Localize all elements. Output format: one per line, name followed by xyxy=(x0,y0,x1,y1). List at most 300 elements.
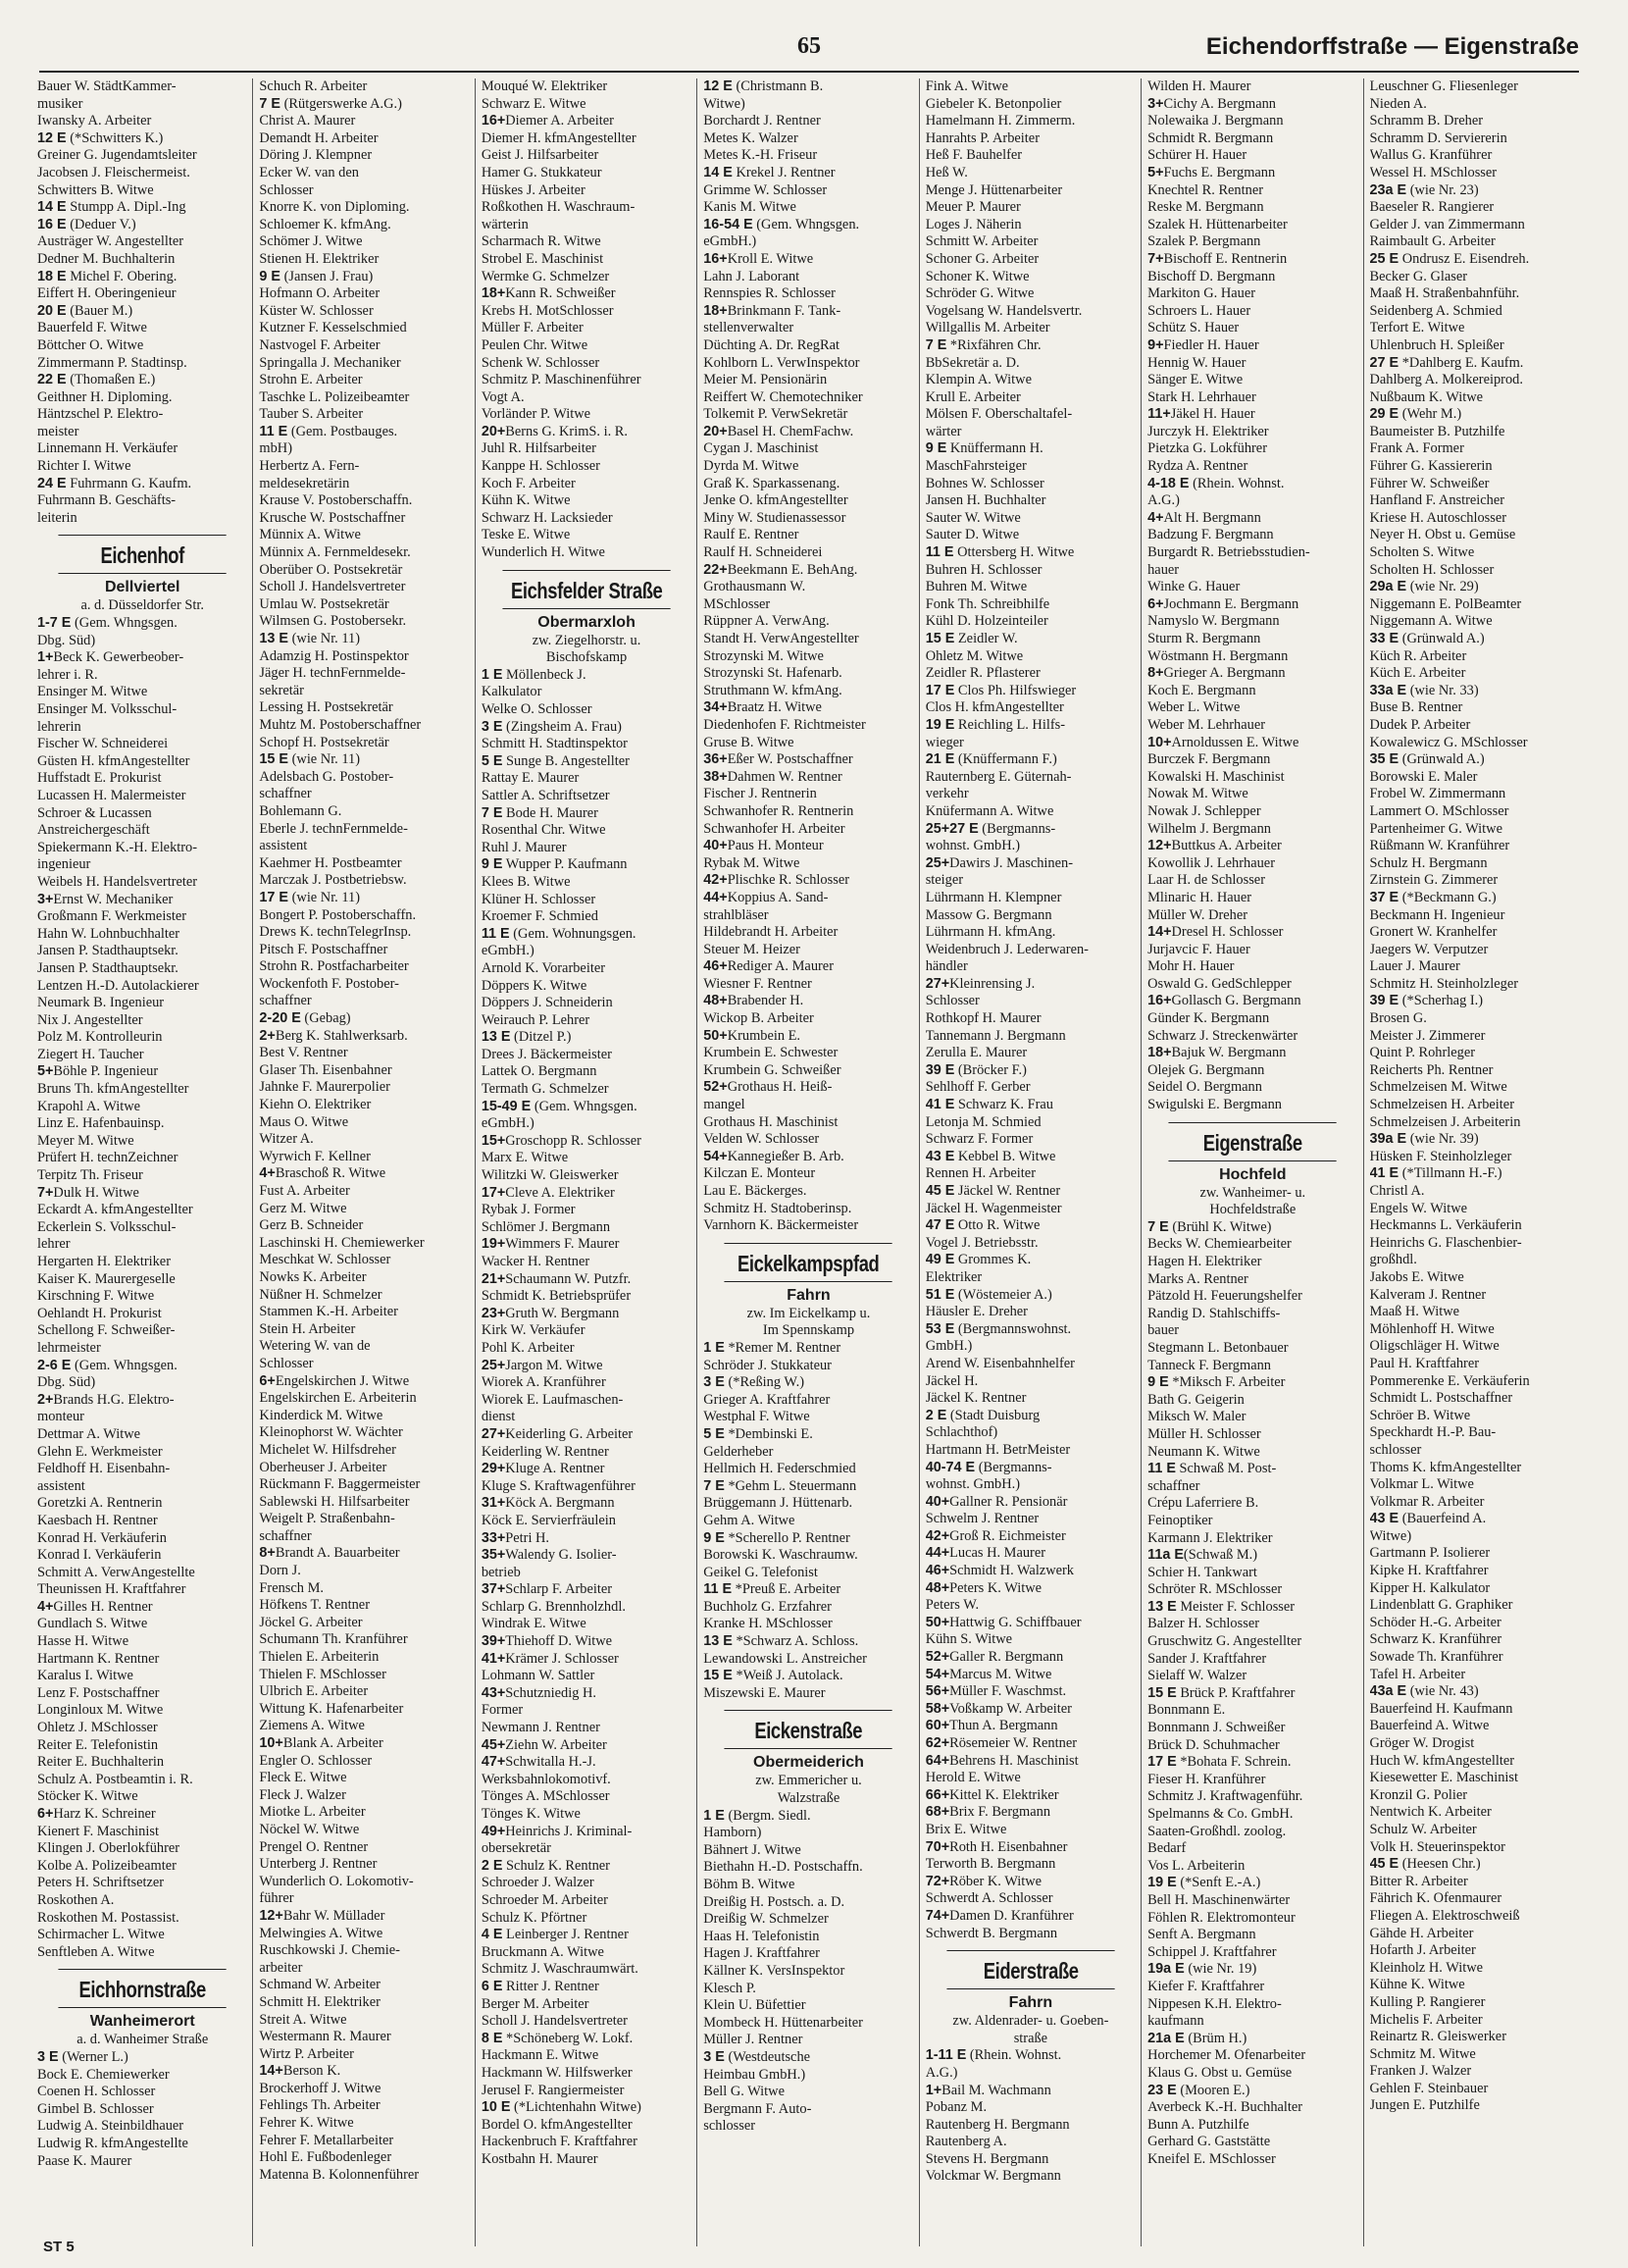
directory-entry: Jerusel F. Rangiermeister xyxy=(481,2082,625,2098)
directory-entry: 35 E (Grünwald A.) xyxy=(1369,751,1485,768)
directory-entry: 9 E Wupper P. Kaufmann xyxy=(481,856,628,873)
directory-entry: Dorn J. xyxy=(259,1563,301,1579)
house-number: 11 E xyxy=(259,423,288,439)
directory-entry: 13 E *Schwarz A. Schloss. xyxy=(703,1633,859,1650)
directory-entry: Stark H. Lehrhauer xyxy=(1147,388,1256,405)
directory-entry: Geithner H. Diploming. xyxy=(37,388,173,405)
directory-entry: Gartmann P. Isolierer xyxy=(1369,1545,1491,1562)
directory-entry: Strohn E. Arbeiter xyxy=(259,372,363,388)
directory-entry: Roßkothen H. Waschraum- xyxy=(481,199,636,216)
house-number: 4-18 E xyxy=(1147,475,1190,491)
house-number: 12 E xyxy=(703,78,733,94)
directory-entry: Schlarp G. Brennholzhdl. xyxy=(481,1598,626,1615)
house-number: 45+ xyxy=(481,1736,506,1753)
directory-entry: Streit A. Witwe xyxy=(259,2011,347,2028)
directory-entry: 18+Kann R. Schweißer xyxy=(481,285,616,302)
directory-entry: Theunissen H. Kraftfahrer xyxy=(37,1581,186,1598)
directory-entry: Schwarz E. Witwe xyxy=(481,95,586,112)
directory-entry: Welke O. Schlosser xyxy=(481,701,592,717)
directory-entry: Schlömer J. Bergmann xyxy=(481,1218,611,1235)
directory-entry: Wilhelm J. Bergmann xyxy=(1147,820,1271,837)
directory-entry: Kaiser K. Maurergeselle xyxy=(37,1270,176,1287)
directory-entry: Bischoff D. Bergmann xyxy=(1147,268,1276,284)
house-number: 15 E xyxy=(1147,1684,1177,1701)
street-location-note: a. d. Düsseldorfer Str. xyxy=(80,597,204,614)
directory-entry: 17 E *Bohata F. Schrein. xyxy=(1147,1754,1292,1771)
directory-entry: Adamzig H. Postinspektor xyxy=(259,647,409,664)
directory-entry: Christ A. Maurer xyxy=(259,113,356,129)
directory-entry: 48+Peters K. Witwe xyxy=(925,1579,1042,1596)
directory-entry: 39 E (*Scherhag I.) xyxy=(1369,993,1484,1009)
house-number: 40+ xyxy=(703,838,728,854)
directory-column xyxy=(475,78,696,2246)
directory-entry: 5 E Sunge B. Angestellter xyxy=(481,752,630,769)
directory-entry: Kowalski H. Maschinist xyxy=(1147,768,1285,785)
directory-entry: 50+Krumbein E. xyxy=(703,1027,801,1044)
directory-entry: Grothausmann W. xyxy=(703,579,806,595)
directory-entry: Dreißig H. Postsch. a. D. xyxy=(703,1893,845,1910)
directory-entry: Schippel J. Kraftfahrer xyxy=(1147,1943,1277,1960)
street-heading: Eichenhof xyxy=(58,535,227,574)
directory-entry: Rauternberg E. Güternah- xyxy=(925,768,1072,785)
directory-entry: Volckmar W. Bergmann xyxy=(925,2168,1061,2185)
directory-entry: Diemer H. kfmAngestellter xyxy=(481,129,636,146)
directory-entry: 16+Diemer A. Arbeiter xyxy=(481,113,614,129)
directory-entry: Brosen G. xyxy=(1369,1010,1427,1027)
directory-entry: verkehr xyxy=(925,786,969,802)
house-number: 3 E xyxy=(703,1374,725,1391)
house-number: 38+ xyxy=(703,768,728,785)
house-number: 31+ xyxy=(481,1495,506,1512)
directory-entry: Güsten H. kfmAngestellter xyxy=(37,752,190,769)
directory-entry: 22+Beekmann E. BehAng. xyxy=(703,561,858,578)
directory-entry: 20+Basel H. ChemFachw. xyxy=(703,423,854,439)
directory-entry: 7 E (Rütgerswerke A.G.) xyxy=(259,95,402,112)
directory-entry: Strozynski M. Witwe xyxy=(703,647,824,664)
directory-entry: Fonk Th. Schreibhilfe xyxy=(925,595,1050,612)
directory-entry: Lau E. Bäckerges. xyxy=(703,1183,807,1199)
directory-entry: 9+Fiedler H. Hauer xyxy=(1147,336,1259,353)
directory-entry: Hahn W. Lohnbuchhalter xyxy=(37,925,180,942)
directory-entry: Sänger E. Witwe xyxy=(1147,372,1244,388)
directory-entry: Schmitt H. Elektriker xyxy=(259,1993,381,2010)
directory-entry: Jansen P. Stadthauptsekr. xyxy=(37,943,178,959)
directory-entry: Meister J. Zimmerer xyxy=(1369,1027,1486,1044)
directory-entry: 52+Grothaus H. Heiß- xyxy=(703,1079,833,1096)
directory-entry: Lührmann H. Klempner xyxy=(925,889,1062,905)
directory-entry: Schuch R. Arbeiter xyxy=(259,78,368,94)
directory-entry: Goretzki A. Rentnerin xyxy=(37,1495,163,1512)
directory-entry: Prengel O. Rentner xyxy=(259,1838,369,1855)
directory-entry: 7+Bischoff E. Rentnerin xyxy=(1147,250,1288,267)
directory-entry: Weigelt P. Straßenbahn- xyxy=(259,1511,395,1527)
directory-entry: Schlachthof) xyxy=(925,1424,998,1441)
directory-entry: Herold E. Witwe xyxy=(925,1770,1021,1786)
house-number: 13 E xyxy=(1147,1598,1177,1615)
directory-entry: Prüfert H. technZeichner xyxy=(37,1150,178,1166)
directory-entry: 8+Brandt A. Bauarbeiter xyxy=(259,1545,400,1562)
footer-code: ST 5 xyxy=(43,2239,75,2255)
directory-entry: Kiehn O. Elektriker xyxy=(259,1097,372,1113)
directory-entry: Gerz B. Schneider xyxy=(259,1217,364,1234)
directory-entry: 25+Jargon M. Witwe xyxy=(481,1357,603,1373)
directory-entry: schaffner xyxy=(259,1527,312,1544)
directory-entry: Reiter E. Buchhalterin xyxy=(37,1754,165,1771)
house-number: 11 E xyxy=(925,544,954,561)
directory-entry: Schlosser xyxy=(925,993,980,1009)
directory-entry: Döppers K. Witwe xyxy=(481,977,587,994)
directory-entry: Thielen E. Arbeiterin xyxy=(259,1649,380,1666)
directory-entry: Feldhoff H. Eisenbahn- xyxy=(37,1461,171,1477)
directory-entry: Hergarten H. Elektriker xyxy=(37,1254,171,1269)
directory-entry: Schütz S. Hauer xyxy=(1147,320,1240,336)
directory-entry: 4+Braschoß R. Witwe xyxy=(259,1165,386,1182)
directory-entry: Steuer M. Heizer xyxy=(703,941,800,957)
running-title: Eichendorffstraße — Eigenstraße xyxy=(1205,33,1579,60)
directory-entry: Fischer W. Schneiderei xyxy=(37,736,169,752)
directory-entry: Hasse H. Witwe xyxy=(37,1633,129,1650)
directory-entry: Brück D. Schuhmacher xyxy=(1147,1736,1280,1753)
house-number: 8+ xyxy=(259,1545,276,1562)
directory-entry: 27 E *Dahlberg E. Kaufm. xyxy=(1369,354,1524,371)
house-number: 3+ xyxy=(1147,95,1164,112)
directory-entry: 15 E (wie Nr. 11) xyxy=(259,751,361,768)
house-number: 46+ xyxy=(925,1563,950,1579)
directory-entry: 25+Dawirs J. Maschinen- xyxy=(925,854,1073,871)
house-number: 15+ xyxy=(481,1132,506,1149)
directory-entry: 54+Marcus M. Witwe xyxy=(925,1666,1052,1682)
directory-entry: 19+Wimmers F. Maurer xyxy=(481,1236,620,1253)
directory-entry: Schröter R. MSchlosser xyxy=(1147,1581,1283,1598)
directory-entry: Sauter W. Witwe xyxy=(925,509,1021,526)
directory-entry: Linz E. Hafenbauinsp. xyxy=(37,1115,165,1132)
directory-entry: Schmitz H. Stadtoberinsp. xyxy=(703,1200,852,1216)
district-heading: Fahrn xyxy=(1008,1994,1053,2012)
directory-entry: Maaß H. Witwe xyxy=(1369,1304,1460,1320)
house-number: 4 E xyxy=(481,1927,503,1943)
directory-entry: 16+Gollasch G. Bergmann xyxy=(1147,993,1301,1009)
directory-entry: Bunn A. Putzhilfe xyxy=(1147,2116,1249,2133)
house-number: 45 E xyxy=(1369,1856,1399,1873)
directory-entry: 68+Brix F. Bergmann xyxy=(925,1804,1051,1821)
directory-entry: Oehlandt H. Prokurist xyxy=(37,1305,162,1321)
directory-entry: Richter I. Witwe xyxy=(37,458,131,475)
directory-entry: 17+Cleve A. Elektriker xyxy=(481,1184,615,1201)
house-number: 34+ xyxy=(703,699,728,716)
directory-entry: monteur xyxy=(37,1409,84,1425)
directory-entry: Varnhorn K. Bäckermeister xyxy=(703,1217,859,1234)
directory-entry: Böhm B. Witwe xyxy=(703,1877,795,1892)
directory-entry: Fink A. Witwe xyxy=(925,78,1008,94)
directory-entry: Dyrda M. Witwe xyxy=(703,458,799,475)
house-number: 33+ xyxy=(481,1529,506,1546)
directory-entry: Elektriker xyxy=(925,1268,983,1285)
directory-entry: meldesekretärin xyxy=(259,475,350,491)
directory-entry: 33a E (wie Nr. 33) xyxy=(1369,682,1479,698)
directory-entry: Stöcker K. Witwe xyxy=(37,1788,138,1805)
directory-entry: Termath G. Schmelzer xyxy=(481,1081,609,1098)
directory-entry: Nieden A. xyxy=(1369,95,1427,112)
house-number: 20+ xyxy=(703,423,728,439)
house-number: 9 E xyxy=(259,268,281,284)
directory-entry: 29+Kluge A. Rentner xyxy=(481,1461,605,1477)
directory-entry: Kriese H. Autoschlosser xyxy=(1369,509,1507,526)
directory-entry: Borchardt J. Rentner xyxy=(703,113,821,129)
house-number: 60+ xyxy=(925,1718,950,1734)
directory-entry: Heinrichs G. Flaschenbier- xyxy=(1369,1234,1522,1251)
directory-entry: Klaus G. Obst u. Gemüse xyxy=(1147,2064,1293,2081)
directory-entry: Küster W. Schlosser xyxy=(259,302,374,319)
directory-entry: 25+27 E (Bergmanns- xyxy=(925,820,1056,837)
house-number: 7 E xyxy=(925,336,947,353)
directory-entry: Schmidt R. Bergmann xyxy=(1147,129,1274,146)
directory-entry: 4+Alt H. Bergmann xyxy=(1147,509,1261,526)
directory-entry: wärter xyxy=(925,423,962,439)
directory-entry: 40+Paus H. Monteur xyxy=(703,838,824,854)
house-number: 40+ xyxy=(925,1493,950,1510)
directory-entry: Oberheuser J. Arbeiter xyxy=(259,1459,387,1475)
house-number: 24 E xyxy=(37,475,67,491)
directory-entry: Haas H. Telefonistin xyxy=(703,1928,820,1944)
directory-entry: Jakobs E. Witwe xyxy=(1369,1268,1464,1285)
directory-entry: Bauerfeld F. Witwe xyxy=(37,320,147,336)
directory-entry: Bauerfeind A. Witwe xyxy=(1369,1718,1490,1734)
street-location-note: Bischofskamp xyxy=(545,649,628,666)
directory-entry: Jäckel H. xyxy=(925,1372,979,1389)
directory-entry: Nix J. Angestellter xyxy=(37,1011,143,1028)
directory-entry: Willgallis M. Arbeiter xyxy=(925,320,1050,336)
directory-entry: Klingen J. Oberlokführer xyxy=(37,1840,180,1857)
directory-entry: Marks A. Rentner xyxy=(1147,1270,1248,1287)
house-number: 2+ xyxy=(259,1027,276,1044)
directory-entry: Föhlen R. Elektromonteur xyxy=(1147,1909,1296,1926)
directory-entry: Strohn R. Postfacharbeiter xyxy=(259,958,409,975)
house-number: 9+ xyxy=(1147,336,1164,353)
directory-entry: 49+Heinrichs J. Kriminal- xyxy=(481,1823,633,1839)
house-number: 44+ xyxy=(703,889,728,905)
directory-entry: Schmelzeisen M. Witwe xyxy=(1369,1079,1507,1096)
directory-entry: Fust A. Arbeiter xyxy=(259,1183,350,1199)
house-number: 12+ xyxy=(1147,838,1172,854)
directory-entry: wärterin xyxy=(481,216,529,232)
street-location-note: zw. Ziegelhorstr. u. xyxy=(532,632,641,648)
directory-entry: Stein H. Arbeiter xyxy=(259,1320,356,1337)
directory-entry: Jansen P. Stadthauptsekr. xyxy=(37,959,178,976)
directory-entry: schaffner xyxy=(259,993,312,1009)
directory-entry: Schroers L. Hauer xyxy=(1147,302,1251,319)
directory-entry: Stammen K.-H. Arbeiter xyxy=(259,1304,398,1320)
directory-entry: Senftleben A. Witwe xyxy=(37,1943,155,1960)
house-number: 36+ xyxy=(703,751,728,768)
directory-entry: Engels W. Witwe xyxy=(1369,1200,1468,1216)
directory-entry: Schürer H. Hauer xyxy=(1147,147,1247,164)
directory-entry: Tönges K. Witwe xyxy=(481,1806,581,1822)
directory-entry: Köck E. Servierfräulein xyxy=(481,1512,616,1528)
directory-entry: Schenk W. Schlosser xyxy=(481,354,600,371)
directory-entry: Stegmann L. Betonbauer xyxy=(1147,1339,1289,1356)
directory-column xyxy=(1363,78,1585,2246)
directory-entry: Uhlenbruch H. Spleißer xyxy=(1369,336,1504,353)
directory-entry: Oligschläger H. Witwe xyxy=(1369,1338,1500,1355)
directory-entry: Glehn E. Werkmeister xyxy=(37,1443,163,1460)
directory-entry: Schwanhofer R. Rentnerin xyxy=(703,802,854,819)
directory-entry: Graß K. Sparkassenang. xyxy=(703,475,840,491)
house-number: 7+ xyxy=(1147,250,1164,267)
directory-entry: Rybak J. Former xyxy=(481,1202,576,1218)
house-number: 13 E xyxy=(703,1633,733,1650)
house-number: 1 E xyxy=(703,1807,725,1824)
directory-entry: Kinderdick M. Witwe xyxy=(259,1407,383,1423)
directory-entry: assistent xyxy=(259,838,308,854)
street-heading: Eickenstraße xyxy=(725,1710,893,1749)
district-heading: Wanheimerort xyxy=(89,2013,195,2031)
house-number: 15 E xyxy=(703,1668,733,1684)
directory-entry: Zeidler R. Pflasterer xyxy=(925,665,1041,682)
directory-entry: Jenke O. kfmAngestellter xyxy=(703,492,848,509)
directory-entry: 19 E Reichling L. Hilfs- xyxy=(925,716,1066,733)
directory-entry: Gerhard G. Gaststätte xyxy=(1147,2134,1271,2150)
directory-entry: 20+Berns G. KrimS. i. R. xyxy=(481,423,628,439)
directory-entry: Klüner H. Schlosser xyxy=(481,891,596,907)
directory-entry: Eckerlein S. Volksschul- xyxy=(37,1218,177,1235)
house-number: 2-6 E xyxy=(37,1357,72,1373)
house-number: 11+ xyxy=(1147,406,1171,423)
house-number: 70+ xyxy=(925,1838,950,1855)
directory-entry: Schmitt A. VerwAngestellte xyxy=(37,1564,195,1580)
directory-entry: schaffner xyxy=(259,786,312,802)
directory-entry: Rybak M. Witwe xyxy=(703,854,800,871)
directory-entry: Lohmann W. Sattler xyxy=(481,1668,595,1684)
directory-entry: Heß F. Bauhelfer xyxy=(925,147,1023,164)
directory-entry: Ecker W. van den xyxy=(259,164,359,180)
directory-entry: Wiorek E. Laufmaschen- xyxy=(481,1391,624,1408)
house-number: 1+ xyxy=(925,2082,942,2098)
directory-entry: Windrak E. Witwe xyxy=(481,1616,586,1632)
directory-entry: Gähde H. Arbeiter xyxy=(1369,1925,1474,1941)
house-number: 14+ xyxy=(1147,924,1172,941)
house-number: 52+ xyxy=(925,1649,950,1666)
street-location-note: Hochfeldstraße xyxy=(1209,1202,1297,1218)
directory-entry: A.G.) xyxy=(925,2064,958,2081)
directory-entry: Geist J. Hilfsarbeiter xyxy=(481,147,599,164)
directory-entry: 1-11 E (Rhein. Wohnst. xyxy=(925,2047,1062,2064)
directory-entry: Konrad I. Verkäuferin xyxy=(37,1547,162,1564)
directory-entry: 10+Arnoldussen E. Witwe xyxy=(1147,734,1299,750)
house-number: 5 E xyxy=(703,1425,725,1442)
directory-entry: 7+Dulk H. Witwe xyxy=(37,1184,139,1201)
house-number: 25+27 E xyxy=(925,820,979,837)
house-number: 3 E xyxy=(703,2048,725,2065)
directory-entry: 3 E (Werner L.) xyxy=(37,2048,128,2065)
directory-entry: 11+Jäkel H. Hauer xyxy=(1147,406,1255,423)
directory-entry: 7 E (Brühl K. Witwe) xyxy=(1147,1218,1272,1235)
directory-entry: Döring J. Klempner xyxy=(259,147,373,164)
directory-entry: A.G.) xyxy=(1147,492,1180,509)
directory-entry: Senft A. Bergmann xyxy=(1147,1927,1256,1943)
directory-entry: Polz M. Kontrolleurin xyxy=(37,1029,163,1046)
directory-entry: Frobel W. Zimmermann xyxy=(1369,786,1506,802)
street-heading: Eiderstraße xyxy=(946,1950,1115,1989)
house-number: 43 E xyxy=(925,1148,955,1164)
directory-entry: Kronzil G. Polier xyxy=(1369,1786,1468,1803)
house-number: 1 E xyxy=(481,666,503,683)
directory-entry: Szalek H. Hüttenarbeiter xyxy=(1147,216,1288,232)
directory-entry: Longinloux M. Witwe xyxy=(37,1702,164,1719)
directory-entry: Melwingies A. Witwe xyxy=(259,1925,383,1941)
directory-entry: Feinoptiker xyxy=(1147,1512,1213,1528)
directory-entry: mbH) xyxy=(259,440,292,457)
directory-entry: schaffner xyxy=(1147,1477,1200,1494)
directory-entry: Schramm B. Dreher xyxy=(1369,113,1484,129)
directory-entry: Randig D. Stahlschiffs- xyxy=(1147,1305,1281,1321)
directory-entry: Juhl R. Hilfsarbeiter xyxy=(481,440,596,457)
directory-entry: Vogelsang W. Handelsvertr. xyxy=(925,302,1083,319)
directory-entry: Sauter D. Witwe xyxy=(925,527,1020,543)
house-number: 35+ xyxy=(481,1547,506,1564)
house-number: 15-49 E xyxy=(481,1098,532,1114)
directory-entry: Schulz A. Postbeamtin i. R. xyxy=(37,1771,193,1787)
directory-entry: Michelet W. Hilfsdreher xyxy=(259,1441,396,1458)
house-number: 17 E xyxy=(259,889,289,905)
directory-entry: Heimbau GmbH.) xyxy=(703,2066,806,2083)
directory-entry: Raimbault G. Arbeiter xyxy=(1369,233,1496,250)
directory-entry: 1-7 E (Gem. Whngsgen. xyxy=(37,615,178,632)
directory-entry: Taschke L. Polizeibeamter xyxy=(259,388,410,405)
directory-entry: Hellmich H. Federschmied xyxy=(703,1461,856,1477)
directory-entry: Düchting A. Dr. RegRat xyxy=(703,336,839,353)
directory-entry: Umlau W. Postsekretär xyxy=(259,595,389,612)
directory-entry: 16-54 E (Gem. Whngsgen. xyxy=(703,216,860,232)
directory-entry: 5+Böhle P. Ingenieur xyxy=(37,1063,159,1080)
house-number: 18+ xyxy=(1147,1045,1172,1061)
directory-entry: Neumann K. Witwe xyxy=(1147,1443,1260,1460)
directory-entry: Schwarz J. Streckenwärter xyxy=(1147,1027,1298,1044)
directory-entry: Knüfermann A. Witwe xyxy=(925,802,1054,819)
directory-entry: Dedner M. Buchhalterin xyxy=(37,250,176,267)
directory-entry: 45 E (Heesen Chr.) xyxy=(1369,1856,1481,1873)
directory-entry: Vos L. Arbeiterin xyxy=(1147,1857,1246,1874)
directory-entry: Küch E. Arbeiter xyxy=(1369,665,1466,682)
street-heading: Eichsfelder Straße xyxy=(502,570,671,609)
directory-entry: 1 E Möllenbeck J. xyxy=(481,666,586,683)
house-number: 33a E xyxy=(1369,682,1407,698)
directory-entry: 18 E Michel F. Obering. xyxy=(37,268,178,284)
directory-entry: Gröger W. Drogist xyxy=(1369,1735,1475,1751)
directory-entry: Hüsken F. Steinholzleger xyxy=(1369,1148,1512,1164)
directory-entry: 33 E (Grünwald A.) xyxy=(1369,631,1485,646)
directory-entry: Niggemann E. PolBeamter xyxy=(1369,595,1522,612)
directory-entry: Schroeder J. Walzer xyxy=(481,1875,594,1891)
directory-entry: Nowak J. Schlepper xyxy=(1147,802,1261,819)
directory-entry: Bell G. Witwe xyxy=(703,2084,785,2100)
directory-entry: Schoner K. Witwe xyxy=(925,268,1030,284)
directory-entry: Scholten H. Schlosser xyxy=(1369,561,1495,578)
directory-entry: Hagen H. Elektriker xyxy=(1147,1254,1262,1269)
house-number: 17 E xyxy=(1147,1754,1177,1771)
directory-entry: Schoner G. Arbeiter xyxy=(925,250,1040,267)
page-header xyxy=(39,33,1579,69)
directory-entry: Nöckel W. Witwe xyxy=(259,1821,360,1837)
directory-entry: Miotke L. Arbeiter xyxy=(259,1804,366,1821)
directory-entry: Karalus I. Witwe xyxy=(37,1668,133,1684)
house-number: 43 E xyxy=(1369,1511,1399,1527)
directory-entry: Westermann R. Maurer xyxy=(259,2029,391,2045)
house-number: 41 E xyxy=(1369,1165,1399,1182)
directory-entry: Bedarf xyxy=(1147,1840,1187,1857)
street-location-note: straße xyxy=(1013,2030,1048,2046)
directory-entry: Gronert W. Kranhelfer xyxy=(1369,924,1498,941)
directory-entry: Coenen H. Schlosser xyxy=(37,2084,156,2100)
